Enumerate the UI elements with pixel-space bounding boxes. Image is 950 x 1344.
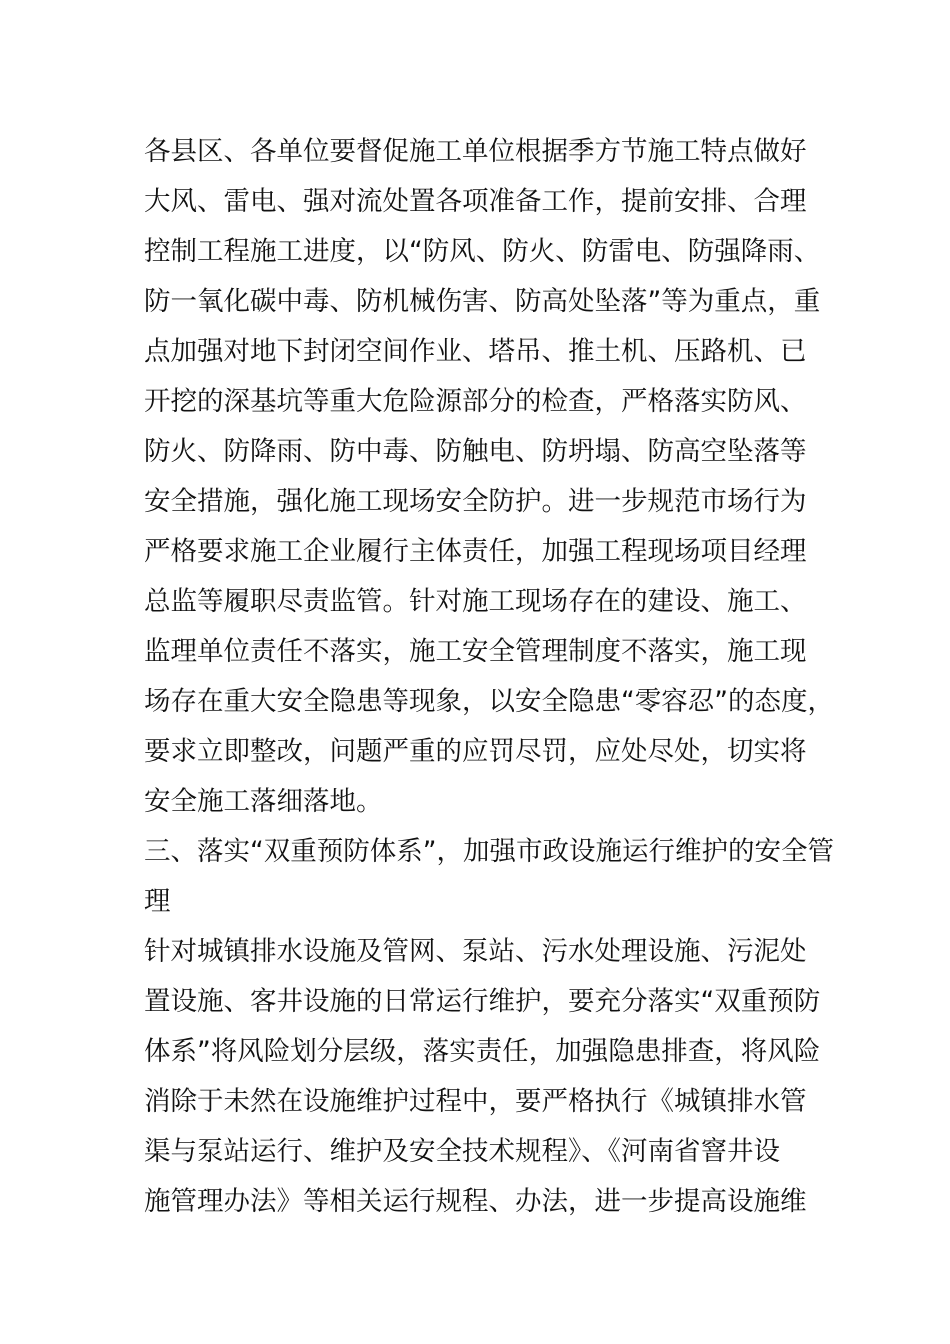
text-line: 各县区、各单位要督促施工单位根据季方节施工特点做好 bbox=[144, 136, 807, 167]
text-line: 要求立即整改，问题严重的应罚尽罚，应处尽处，切实将 bbox=[144, 736, 807, 767]
text-line: 大风、雷电、强对流处置各项准备工作，提前安排、合理 bbox=[144, 186, 807, 217]
text-line: 施管理办法》等相关运行规程、办法，进一步提高设施维 bbox=[144, 1186, 807, 1217]
text-line: 渠与泵站运行、维护及安全技术规程》、《河南省窨井设 bbox=[144, 1136, 780, 1167]
text-line: 开挖的深基坑等重大危险源部分的检查，严格落实防风、 bbox=[144, 386, 807, 417]
text-line: 严格要求施工企业履行主体责任，加强工程现场项目经理 bbox=[144, 536, 807, 567]
text-line: 体系”将风险划分层级，落实责任，加强隐患排查，将风险 bbox=[144, 1036, 821, 1067]
text-line: 总监等履职尽责监管。针对施工现场存在的建设、施工、 bbox=[144, 586, 807, 617]
text-line: 针对城镇排水设施及管网、泵站、污水处理设施、污泥处 bbox=[144, 936, 807, 967]
text-line: 场存在重大安全隐患等现象，以安全隐患“零容忍”的态度， bbox=[144, 686, 834, 717]
text-line: 安全施工落细落地。 bbox=[144, 786, 383, 817]
body-text bbox=[144, 127, 834, 1227]
text-line: 防一氧化碳中毒、防机械伤害、防高处坠落”等为重点，重 bbox=[144, 286, 821, 317]
section-heading-line: 理 bbox=[144, 886, 171, 917]
text-line: 安全措施，强化施工现场安全防护。进一步规范市场行为 bbox=[144, 486, 807, 517]
text-line: 置设施、客井设施的日常运行维护，要充分落实“双重预防 bbox=[144, 986, 821, 1017]
section-heading-line: 三、落实“双重预防体系”，加强市政设施运行维护的安全管 bbox=[144, 836, 834, 867]
text-line: 消除于未然在设施维护过程中，要严格执行《城镇排水管 bbox=[144, 1086, 807, 1117]
text-line: 点加强对地下封闭空间作业、塔吊、推土机、压路机、已 bbox=[144, 336, 807, 367]
text-line: 控制工程施工进度，以“防风、防火、防雷电、防强降雨、 bbox=[144, 236, 821, 267]
text-line: 监理单位责任不落实，施工安全管理制度不落实，施工现 bbox=[144, 636, 807, 667]
text-line: 防火、防降雨、防中毒、防触电、防坍塌、防高空坠落等 bbox=[144, 436, 807, 467]
